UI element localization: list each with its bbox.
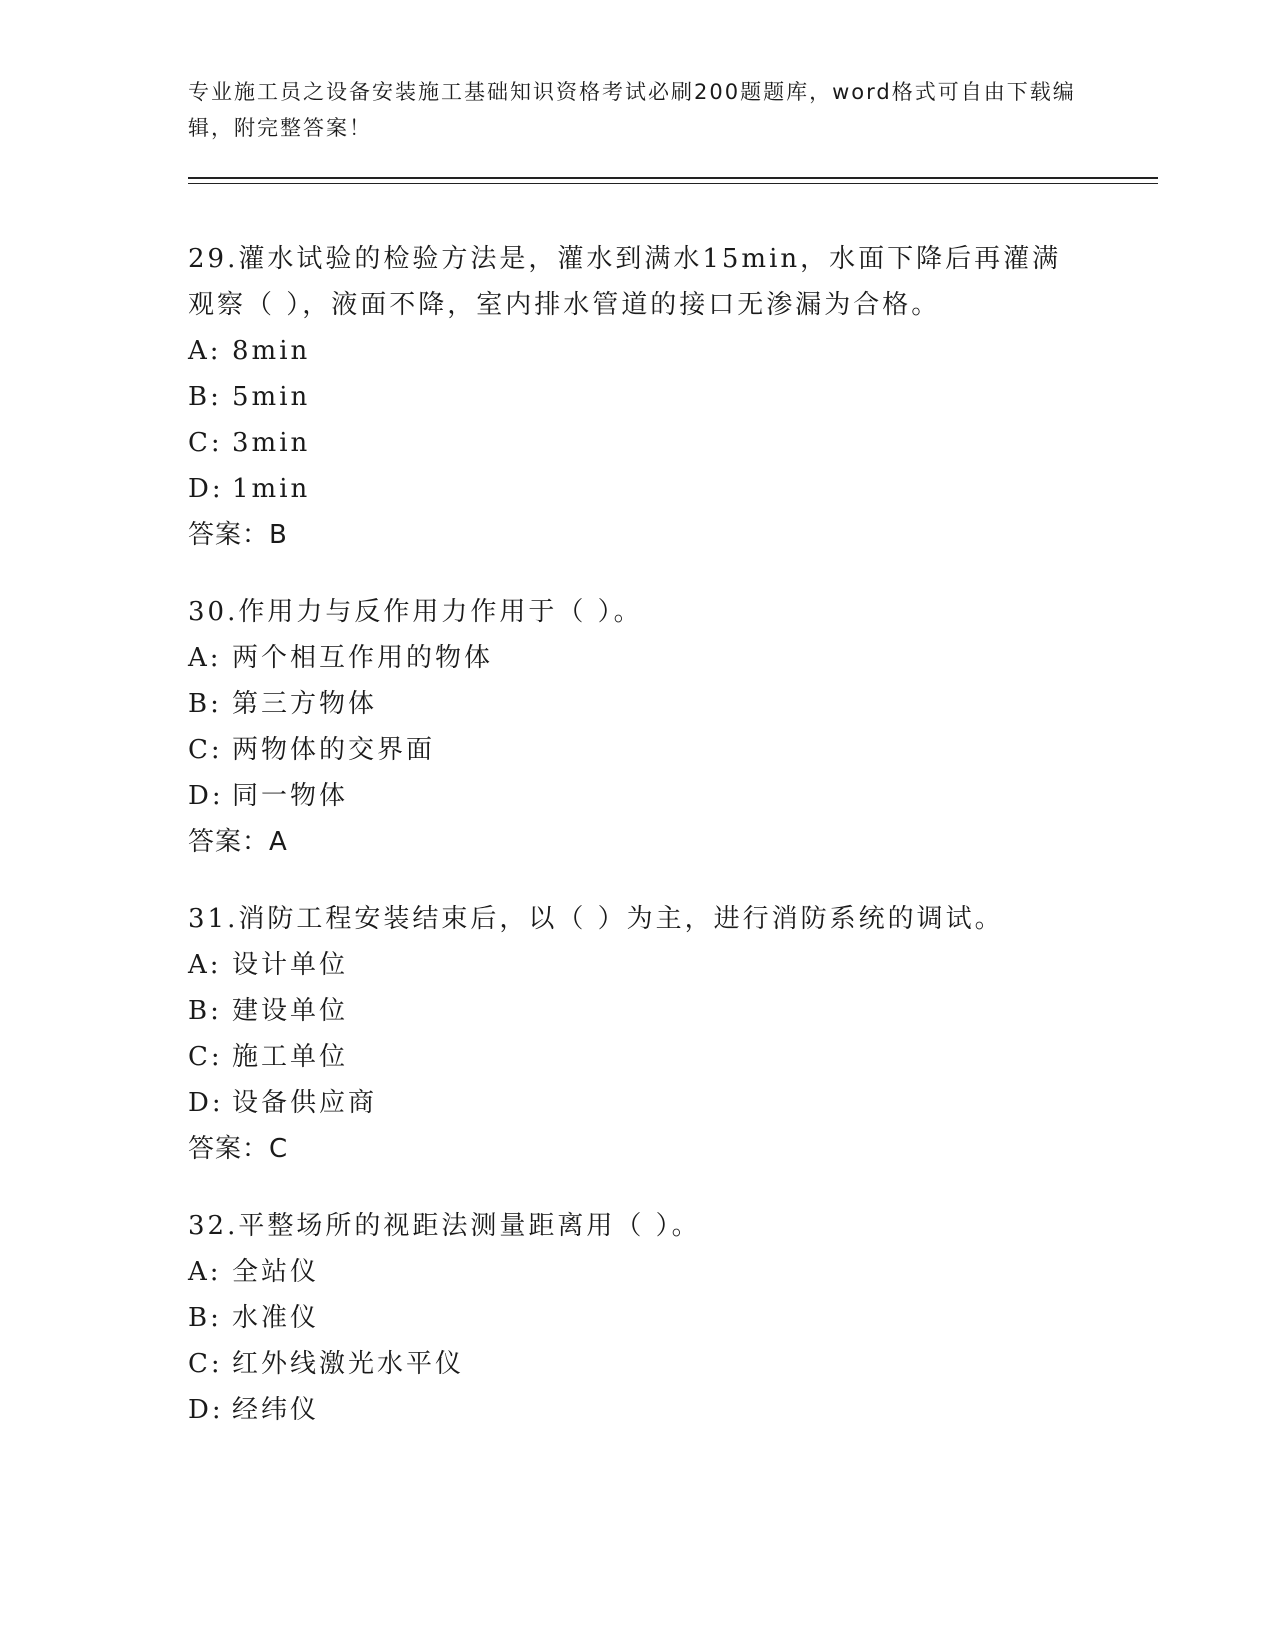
option-c xyxy=(188,1341,1088,1387)
answer-line: 答案：B xyxy=(188,520,288,550)
option-text: 水准仪 xyxy=(232,1303,320,1333)
question-list xyxy=(188,236,1088,1433)
option-a xyxy=(188,1249,1088,1295)
option-b xyxy=(188,988,1088,1034)
option-text: 1min xyxy=(232,474,311,504)
option-key: A: xyxy=(188,1257,222,1287)
option-key: C: xyxy=(188,1042,223,1072)
option-b xyxy=(188,374,1088,420)
option-a xyxy=(188,942,1088,988)
option-key: B: xyxy=(188,382,222,412)
question-stem: 30.作用力与反作用力作用于（ ）。 xyxy=(188,597,643,627)
answer-line: 答案：C xyxy=(188,1134,289,1164)
option-c xyxy=(188,420,1088,466)
option-text: 建设单位 xyxy=(232,996,349,1026)
header-rule-thin xyxy=(188,183,1158,184)
option-key: C: xyxy=(188,735,223,765)
option-text: 设备供应商 xyxy=(232,1088,378,1118)
option-text: 5min xyxy=(232,382,311,412)
option-a xyxy=(188,328,1088,374)
header-rule-thick xyxy=(188,177,1158,179)
option-b xyxy=(188,1295,1088,1341)
option-text: 同一物体 xyxy=(232,781,349,811)
question-29 xyxy=(188,236,1088,558)
option-text: 全站仪 xyxy=(232,1257,320,1287)
question-31 xyxy=(188,896,1088,1172)
option-text: 设计单位 xyxy=(232,950,349,980)
option-d xyxy=(188,1387,1088,1433)
option-text: 两物体的交界面 xyxy=(232,735,436,765)
option-b xyxy=(188,681,1088,727)
answer-line: 答案：A xyxy=(188,827,288,857)
option-key: D: xyxy=(188,781,224,811)
option-d xyxy=(188,773,1088,819)
option-key: D: xyxy=(188,1395,224,1425)
option-key: B: xyxy=(188,1303,222,1333)
option-key: B: xyxy=(188,996,222,1026)
question-30 xyxy=(188,589,1088,865)
option-text: 两个相互作用的物体 xyxy=(232,643,494,673)
option-key: A: xyxy=(188,336,222,366)
question-stem: 32.平整场所的视距法测量距离用（ ）。 xyxy=(188,1211,701,1241)
option-key: C: xyxy=(188,1349,223,1379)
question-stem: 31.消防工程安装结束后，以（ ）为主，进行消防系统的调试。 xyxy=(188,904,1004,934)
question-32 xyxy=(188,1203,1088,1433)
option-c xyxy=(188,1034,1088,1080)
option-key: A: xyxy=(188,950,222,980)
option-text: 红外线激光水平仪 xyxy=(232,1349,465,1379)
option-key: A: xyxy=(188,643,222,673)
option-text: 3min xyxy=(232,428,311,458)
document-header: 专业施工员之设备安装施工基础知识资格考试必刷200题题库，word格式可自由下载编辑，附完整答案！ xyxy=(188,80,1076,140)
option-text: 施工单位 xyxy=(232,1042,349,1072)
option-key: D: xyxy=(188,1088,224,1118)
option-key: B: xyxy=(188,689,222,719)
option-key: C: xyxy=(188,428,223,458)
option-c xyxy=(188,727,1088,773)
option-d xyxy=(188,1080,1088,1126)
option-text: 经纬仪 xyxy=(232,1395,320,1425)
question-stem: 29.灌水试验的检验方法是，灌水到满水15min，水面下降后再灌满观察（ ），液面不降，室内排水管道的接口无渗漏为合格。 xyxy=(188,244,1062,320)
option-d xyxy=(188,466,1088,512)
option-key: D: xyxy=(188,474,224,504)
option-text: 8min xyxy=(232,336,311,366)
option-a xyxy=(188,635,1088,681)
option-text: 第三方物体 xyxy=(232,689,378,719)
